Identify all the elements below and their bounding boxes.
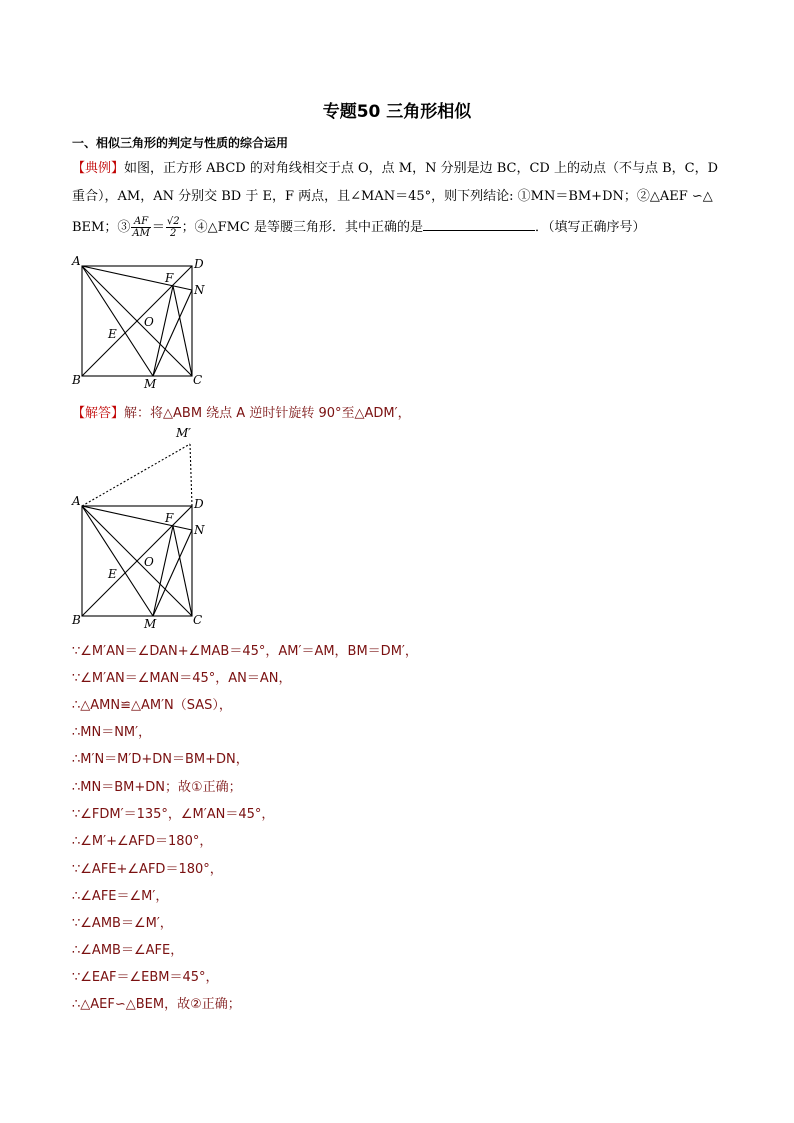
solution-intro [72,402,411,421]
solution-tag: 【解答】 [72,406,125,421]
label-e: E [108,567,117,581]
solution-line: ∴∠AMB＝∠AFE， [72,943,184,958]
example-text-3a: BEM；③ [72,220,131,235]
label-o: O [144,315,154,329]
example-line-1 [72,160,718,178]
label-a: A [72,254,81,268]
solution-line: ∴MN＝NM′， [72,725,152,740]
label-m: M [144,377,157,391]
solution-line: ∴MN＝BM+DN；故①正确； [72,780,242,795]
example-line-3 [72,216,646,239]
fraction-denominator: 2 [170,228,177,239]
answer-blank [423,218,535,231]
solution-line: ∴∠AFE＝∠M′， [72,889,169,904]
solution-line: ∵∠AFE+∠AFD＝180°， [72,862,223,877]
example-line-2: 重合），AM，AN 分别交 BD 于 E，F 两点，且∠MAN＝45°，则下列结论: ①MN＝BM+DN；②△AEF ∽△ [72,189,713,204]
label-a: A [72,494,81,508]
label-c: C [193,373,203,387]
label-m-prime: M′ [176,426,192,440]
solution-line: ∴M′N＝M′D+DN＝BM+DN， [72,752,249,767]
label-f: F [165,271,174,285]
fraction-equals: ＝ [151,220,165,235]
label-d: D [194,257,204,271]
fraction-af-am [131,216,150,239]
solution-line: ∴△AMN≌△AM′N（SAS）， [72,698,232,713]
page-title: 专题50 三角形相似 [322,102,472,122]
figure-square-diagram [60,252,220,394]
solution-line: ∵∠FDM′＝135°，∠M′AN＝45°， [72,807,275,822]
solution-line: ∴△AEF∽△BEM，故②正确； [72,997,241,1012]
label-b: B [72,613,81,627]
label-d: D [194,497,204,511]
example-tag: 【典例】 [72,161,125,176]
label-o: O [144,555,154,569]
label-b: B [72,373,81,387]
figure-rotated-diagram [60,422,220,632]
solution-line: ∵∠M′AN＝∠MAN＝45°，AN＝AN， [72,671,292,686]
label-e: E [108,327,117,341]
section-heading: 一、相似三角形的判定与性质的综合运用 [72,136,289,150]
label-c: C [193,613,203,627]
solution-line: ∴∠M′+∠AFD＝180°， [72,834,213,849]
label-n: N [194,283,205,297]
example-text-3b: ；④△FMC 是等腰三角形．其中正确的是 [181,220,423,235]
fraction-numerator: AF [131,216,150,228]
label-m: M [144,617,157,631]
label-f: F [165,511,174,525]
solution-line: ∵∠M′AN＝∠DAN+∠MAB＝45°，AM′＝AM，BM＝DM′， [72,644,418,659]
solution-line: ∵∠AMB＝∠M′， [72,916,173,931]
fraction-numerator: √2 [166,216,180,227]
fraction-sqrt2-over-2 [166,216,181,239]
label-n: N [194,523,205,537]
solution-line: ∵∠EAF＝∠EBM＝45°， [72,970,219,985]
example-text-1: 如图，正方形 ABCD 的对角线相交于点 O，点 M，N 分别是边 BC，CD 上的动点（不与点 B，C，D [124,161,719,176]
example-text-3c: ．（填写正确序号） [535,220,646,235]
solution-intro-text: 解：将△ABM 绕点 A 逆时针旋转 90°至△ADM′， [124,406,411,421]
fraction-denominator: AM [132,228,150,239]
